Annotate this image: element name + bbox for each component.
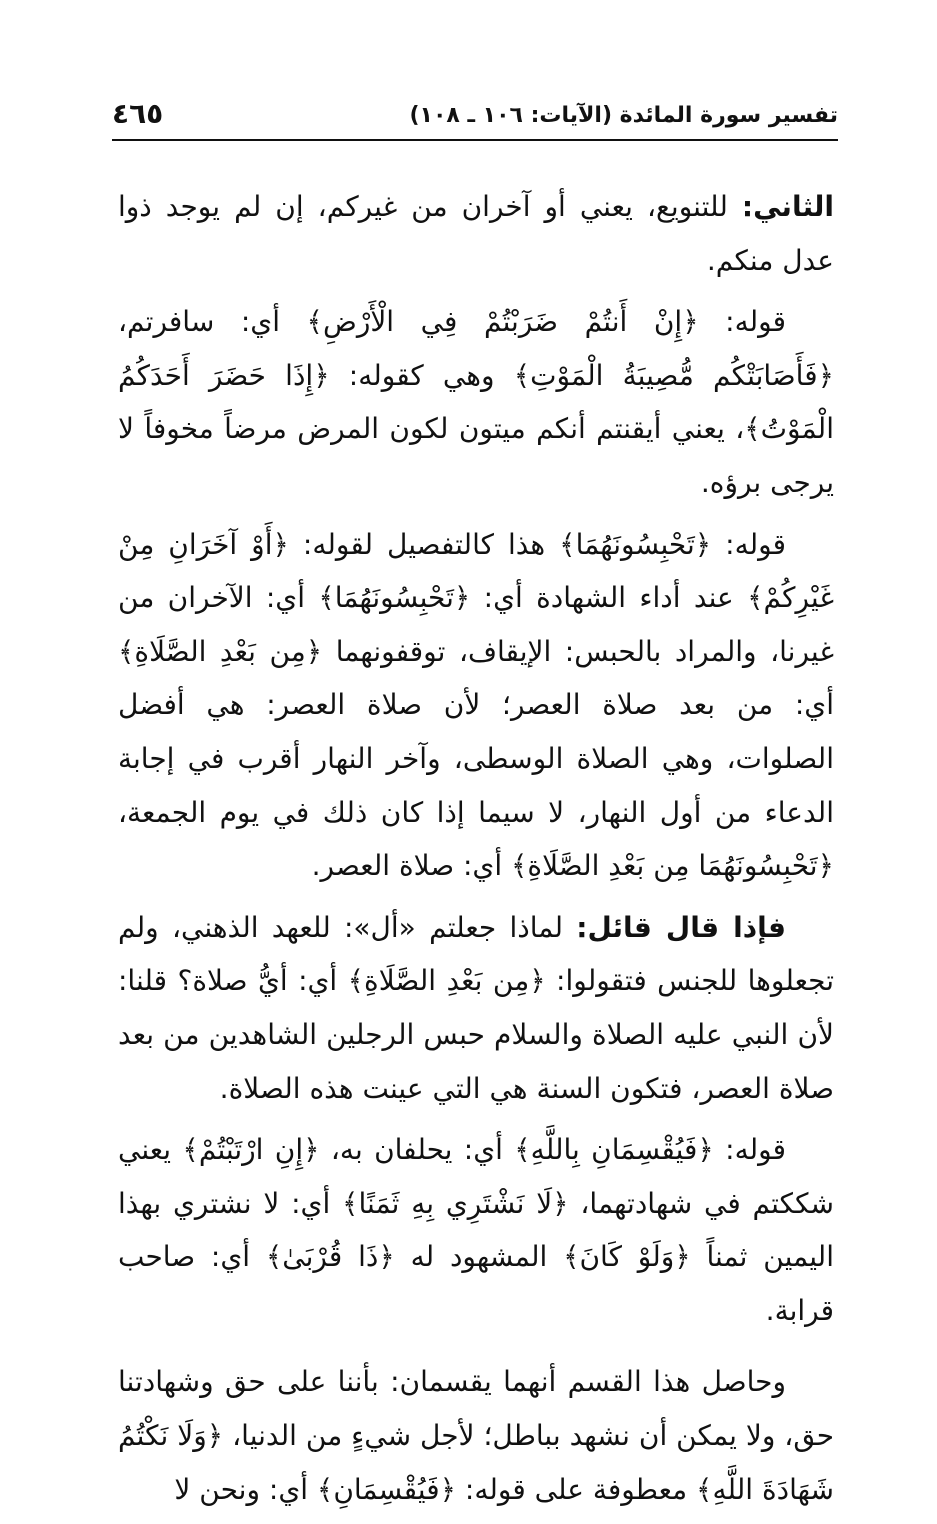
paragraph-text: لماذا جعلتم «أل»: للعهد الذهني، ولم تجعلوها للجنس فتقولوا: ﴿مِن بَعْدِ الصَّلَاةِ﴾ أي: أيُّ صلاة؟ قلنا: لأن النبي عليه الصلاة والسلام حبس الرجلين الشاهدين من بعد صلاة العصر، فتكون السنة هي التي عينت هذه الصلاة. bbox=[118, 910, 834, 1105]
paragraph bbox=[118, 1123, 834, 1337]
paragraph bbox=[118, 901, 834, 1115]
paragraph-lead: الثاني: bbox=[741, 190, 834, 223]
paragraph bbox=[118, 518, 834, 893]
header-divider bbox=[112, 139, 838, 141]
page-number: ٤٦٥ bbox=[112, 97, 164, 130]
running-title: تفسير سورة المائدة (الآيات: ١٠٦ ـ ١٠٨) bbox=[409, 103, 838, 128]
paragraph-text: قوله: ﴿فَيُقْسِمَانِ بِاللَّهِ﴾ أي: يحلفان به، ﴿إِنِ ارْتَبْتُمْ﴾ يعني شككتم في شهادتهما، ﴿لَا نَشْتَرِي بِهِ ثَمَنًا﴾ أي: لا نشتري بهذا اليمين ثمناً ﴿وَلَوْ كَانَ﴾ المشهود له ﴿ذَا قُرْبَىٰ﴾ أي: صاحب قرابة. bbox=[118, 1133, 834, 1327]
paragraph-text: قوله: ﴿إِنْ أَنتُمْ ضَرَبْتُمْ فِي الْأَرْضِ﴾ أي: سافرتم، ﴿فَأَصَابَتْكُم مُّصِيبَةُ الْمَوْتِ﴾ وهي كقوله: ﴿إِذَا حَضَرَ أَحَدَكُمُ الْمَوْتُ﴾، يعني أيقنتم أنكم ميتون لكون المرض مرضاً مخوفاً لا يرجى برؤه. bbox=[118, 305, 834, 499]
paragraph-text: للتنويع، يعني أو آخران من غيركم، إن لم يوجد ذوا عدل منكم. bbox=[118, 190, 834, 277]
paragraph-text: قوله: ﴿تَحْبِسُونَهُمَا﴾ هذا كالتفصيل لقوله: ﴿أَوْ آخَرَانِ مِنْ غَيْرِكُمْ﴾ عند أداء الشهادة أي: ﴿تَحْبِسُونَهُمَا﴾ أي: الآخران من غيرنا، والمراد بالحبس: الإيقاف، توقفونهما ﴿مِن بَعْدِ الصَّلَاةِ﴾ أي: من بعد صلاة العصر؛ لأن صلاة العصر: هي أفضل الصلوات، وهي الصلاة الوسطى، وآخر النهار أقرب في إجابة الدعاء من أول النهار، لا سيما إذا كان ذلك في يوم الجمعة، ﴿تَحْبِسُونَهُمَا مِن بَعْدِ الصَّلَاةِ﴾ أي: صلاة العصر. bbox=[118, 527, 834, 883]
paragraph bbox=[118, 1355, 834, 1516]
paragraph bbox=[118, 180, 834, 287]
page-header bbox=[112, 95, 838, 137]
paragraph-lead: فإذا قال قائل: bbox=[576, 910, 786, 944]
page-body bbox=[118, 180, 834, 1524]
paragraph-text: وحاصل هذا القسم أنهما يقسمان: بأننا على حق وشهادتنا حق، ولا يمكن أن نشهد بباطل؛ لأجل شيءٍ من الدنيا، ﴿وَلَا نَكْتُمُ شَهَادَةَ اللَّهِ﴾ معطوفة على قوله: ﴿فَيُقْسِمَانِ﴾ أي: ونحن لا bbox=[118, 1365, 834, 1506]
paragraph bbox=[118, 295, 834, 509]
